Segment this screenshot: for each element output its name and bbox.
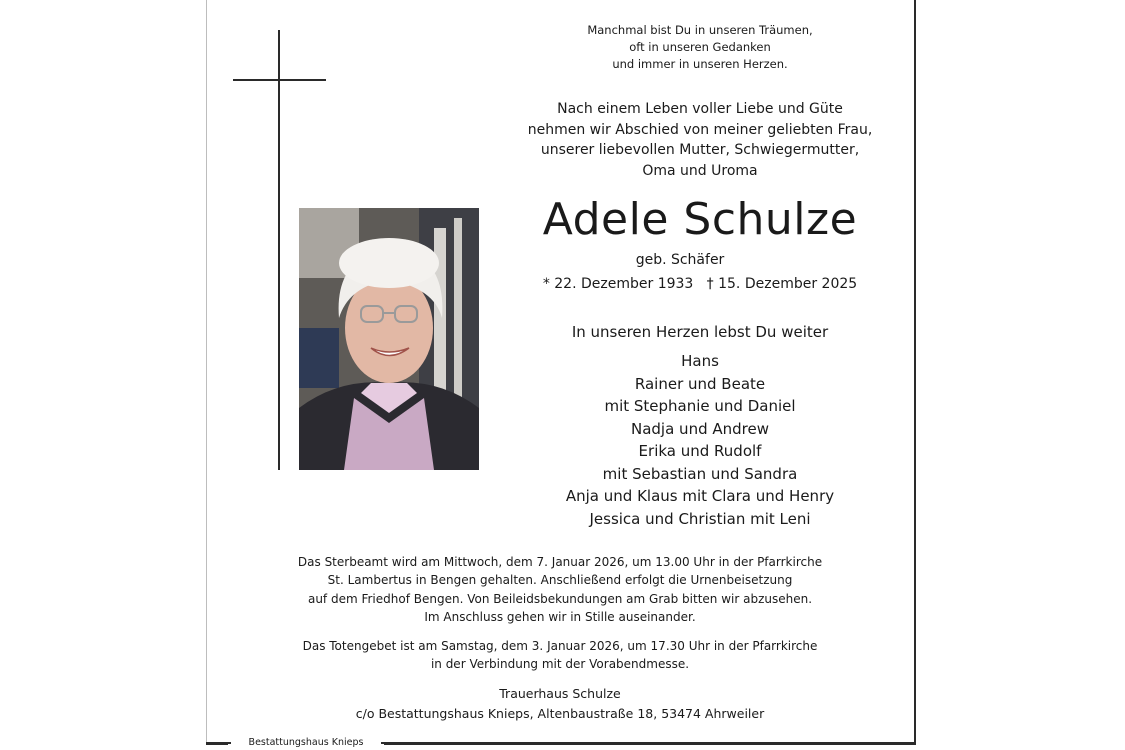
family-member: mit Stephanie und Daniel	[604, 397, 796, 415]
family-member: Anja und Klaus mit Clara und Henry	[565, 487, 835, 505]
verse-line: Manchmal bist Du in unseren Träumen,	[587, 23, 813, 37]
family-member: Nadja und Andrew	[631, 419, 769, 438]
intro-text	[480, 99, 920, 181]
verse-line: oft in unseren Gedanken	[629, 40, 771, 54]
footer-rule	[384, 742, 916, 745]
footer-rule	[206, 742, 228, 745]
prayer-line: Das Totengebet ist am Samstag, dem 3. Januar 2026, um 17.30 Uhr in der Pfarrkirche	[302, 639, 818, 653]
contact-line: Trauerhaus Schulze	[499, 686, 621, 701]
family-member: Hans	[681, 352, 719, 370]
cross-icon-bar	[233, 79, 326, 81]
service-line: auf dem Friedhof Bengen. Von Beileidsbekundungen am Grab bitten wir abzusehen.	[307, 591, 813, 606]
service-line: St. Lambertus in Bengen gehalten. Anschließend erfolgt die Urnenbeisetzung	[327, 573, 793, 588]
intro-line: unserer liebevollen Mutter, Schwiegermutter,	[540, 142, 860, 158]
birth-name: geb. Schäfer	[635, 252, 725, 268]
funeral-home-label: Bestattungshaus Knieps	[231, 736, 381, 750]
intro-line: nehmen wir Abschied von meiner geliebten Frau,	[527, 121, 873, 138]
prayer-service-text	[215, 637, 905, 673]
cross-icon	[278, 30, 280, 470]
remembrance-line: In unseren Herzen lebst Du weiter	[571, 323, 829, 341]
family-list	[500, 350, 900, 530]
service-line: Im Anschluss gehen wir in Stille auseinander.	[424, 609, 696, 624]
intro-line: Nach einem Leben voller Liebe und Güte	[557, 101, 843, 117]
family-member: Jessica und Christian mit Leni	[589, 509, 811, 528]
life-dates: * 22. Dezember 1933 † 15. Dezember 2025	[542, 276, 858, 292]
deceased-name: Adele Schulze	[542, 194, 858, 245]
portrait-photo	[299, 208, 479, 470]
verse	[520, 22, 880, 73]
service-line: Das Sterbeamt wird am Mittwoch, dem 7. Januar 2026, um 13.00 Uhr in der Pfarrkirche	[297, 555, 823, 569]
family-member: mit Sebastian und Sandra	[602, 464, 798, 483]
intro-line: Oma und Uroma	[642, 162, 758, 179]
family-member: Rainer und Beate	[634, 374, 766, 393]
contact-line: c/o Bestattungshaus Knieps, Altenbaustraße 18, 53474 Ahrweiler	[355, 706, 765, 721]
prayer-line: in der Verbindung mit der Vorabendmesse.	[430, 657, 690, 671]
family-member: Erika und Rudolf	[638, 442, 762, 460]
verse-line: und immer in unseren Herzen.	[612, 57, 788, 71]
funeral-service-text	[215, 553, 905, 626]
contact-address	[300, 684, 820, 724]
